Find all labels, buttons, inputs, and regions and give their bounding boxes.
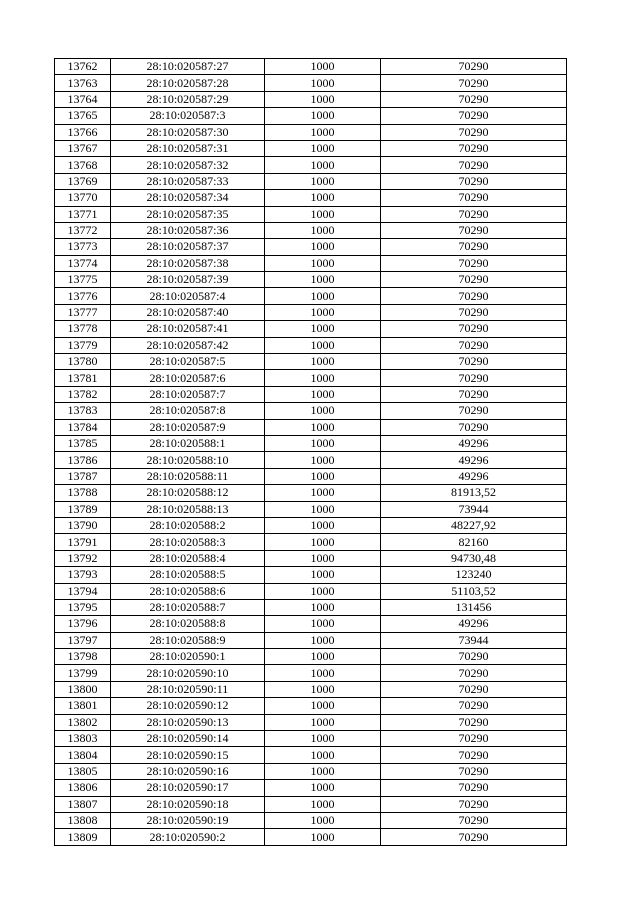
row-number-cell: 13764 xyxy=(55,91,111,107)
value-cell: 70290 xyxy=(381,714,567,730)
cadastral-number-cell: 28:10:020590:14 xyxy=(111,731,265,747)
row-number-cell: 13795 xyxy=(55,599,111,615)
cadastral-number-cell: 28:10:020587:4 xyxy=(111,288,265,304)
value-cell: 70290 xyxy=(381,681,567,697)
area-cell: 1000 xyxy=(265,304,381,320)
table-row xyxy=(55,190,567,206)
table-row xyxy=(55,517,567,533)
table-body xyxy=(55,59,567,846)
cadastral-number-cell: 28:10:020587:36 xyxy=(111,222,265,238)
table-row xyxy=(55,206,567,222)
cadastral-number-cell: 28:10:020587:3 xyxy=(111,108,265,124)
row-number-cell: 13780 xyxy=(55,354,111,370)
area-cell: 1000 xyxy=(265,337,381,353)
cadastral-number-cell: 28:10:020588:4 xyxy=(111,550,265,566)
area-cell: 1000 xyxy=(265,517,381,533)
table-row xyxy=(55,698,567,714)
table-row xyxy=(55,354,567,370)
area-cell: 1000 xyxy=(265,468,381,484)
table-row xyxy=(55,583,567,599)
table-row xyxy=(55,681,567,697)
row-number-cell: 13773 xyxy=(55,239,111,255)
row-number-cell: 13763 xyxy=(55,75,111,91)
cadastral-number-cell: 28:10:020588:5 xyxy=(111,567,265,583)
table-row xyxy=(55,255,567,271)
value-cell: 70290 xyxy=(381,157,567,173)
area-cell: 1000 xyxy=(265,206,381,222)
row-number-cell: 13772 xyxy=(55,222,111,238)
area-cell: 1000 xyxy=(265,829,381,845)
cadastral-number-cell: 28:10:020590:16 xyxy=(111,763,265,779)
row-number-cell: 13787 xyxy=(55,468,111,484)
value-cell: 70290 xyxy=(381,354,567,370)
value-cell: 70290 xyxy=(381,337,567,353)
row-number-cell: 13774 xyxy=(55,255,111,271)
area-cell: 1000 xyxy=(265,534,381,550)
area-cell: 1000 xyxy=(265,452,381,468)
value-cell: 70290 xyxy=(381,255,567,271)
area-cell: 1000 xyxy=(265,812,381,828)
row-number-cell: 13804 xyxy=(55,747,111,763)
table-row xyxy=(55,534,567,550)
area-cell: 1000 xyxy=(265,370,381,386)
row-number-cell: 13762 xyxy=(55,59,111,75)
row-number-cell: 13771 xyxy=(55,206,111,222)
area-cell: 1000 xyxy=(265,796,381,812)
value-cell: 51103,52 xyxy=(381,583,567,599)
table-row xyxy=(55,272,567,288)
area-cell: 1000 xyxy=(265,485,381,501)
value-cell: 123240 xyxy=(381,567,567,583)
value-cell: 70290 xyxy=(381,190,567,206)
value-cell: 94730,48 xyxy=(381,550,567,566)
area-cell: 1000 xyxy=(265,649,381,665)
table-row xyxy=(55,403,567,419)
table-row xyxy=(55,370,567,386)
row-number-cell: 13766 xyxy=(55,124,111,140)
row-number-cell: 13791 xyxy=(55,534,111,550)
value-cell: 70290 xyxy=(381,419,567,435)
area-cell: 1000 xyxy=(265,272,381,288)
cadastral-number-cell: 28:10:020588:2 xyxy=(111,517,265,533)
cadastral-number-cell: 28:10:020588:10 xyxy=(111,452,265,468)
value-cell: 70290 xyxy=(381,780,567,796)
row-number-cell: 13794 xyxy=(55,583,111,599)
row-number-cell: 13779 xyxy=(55,337,111,353)
cadastral-number-cell: 28:10:020587:41 xyxy=(111,321,265,337)
area-cell: 1000 xyxy=(265,419,381,435)
value-cell: 70290 xyxy=(381,304,567,320)
table-row xyxy=(55,567,567,583)
table-row xyxy=(55,140,567,156)
cadastral-number-cell: 28:10:020590:11 xyxy=(111,681,265,697)
table-row xyxy=(55,731,567,747)
area-cell: 1000 xyxy=(265,190,381,206)
table-row xyxy=(55,747,567,763)
cadastral-number-cell: 28:10:020587:40 xyxy=(111,304,265,320)
value-cell: 48227,92 xyxy=(381,517,567,533)
value-cell: 70290 xyxy=(381,91,567,107)
value-cell: 70290 xyxy=(381,370,567,386)
value-cell: 82160 xyxy=(381,534,567,550)
table-row xyxy=(55,75,567,91)
area-cell: 1000 xyxy=(265,239,381,255)
area-cell: 1000 xyxy=(265,140,381,156)
row-number-cell: 13792 xyxy=(55,550,111,566)
cadastral-number-cell: 28:10:020587:27 xyxy=(111,59,265,75)
value-cell: 70290 xyxy=(381,222,567,238)
area-cell: 1000 xyxy=(265,599,381,615)
table-row xyxy=(55,812,567,828)
value-cell: 49296 xyxy=(381,468,567,484)
value-cell: 70290 xyxy=(381,649,567,665)
row-number-cell: 13768 xyxy=(55,157,111,173)
table-row xyxy=(55,649,567,665)
area-cell: 1000 xyxy=(265,321,381,337)
cadastral-number-cell: 28:10:020587:30 xyxy=(111,124,265,140)
value-cell: 73944 xyxy=(381,632,567,648)
table-row xyxy=(55,288,567,304)
row-number-cell: 13770 xyxy=(55,190,111,206)
cadastral-number-cell: 28:10:020587:38 xyxy=(111,255,265,271)
cadastral-number-cell: 28:10:020588:13 xyxy=(111,501,265,517)
cadastral-number-cell: 28:10:020588:8 xyxy=(111,616,265,632)
value-cell: 70290 xyxy=(381,698,567,714)
value-cell: 73944 xyxy=(381,501,567,517)
row-number-cell: 13797 xyxy=(55,632,111,648)
value-cell: 81913,52 xyxy=(381,485,567,501)
row-number-cell: 13776 xyxy=(55,288,111,304)
table-row xyxy=(55,665,567,681)
row-number-cell: 13808 xyxy=(55,812,111,828)
row-number-cell: 13801 xyxy=(55,698,111,714)
cadastral-number-cell: 28:10:020590:1 xyxy=(111,649,265,665)
table-row xyxy=(55,173,567,189)
row-number-cell: 13786 xyxy=(55,452,111,468)
table-row xyxy=(55,337,567,353)
area-cell: 1000 xyxy=(265,173,381,189)
value-cell: 70290 xyxy=(381,75,567,91)
row-number-cell: 13767 xyxy=(55,140,111,156)
value-cell: 70290 xyxy=(381,747,567,763)
area-cell: 1000 xyxy=(265,288,381,304)
value-cell: 70290 xyxy=(381,239,567,255)
cadastral-number-cell: 28:10:020588:12 xyxy=(111,485,265,501)
table-row xyxy=(55,550,567,566)
row-number-cell: 13799 xyxy=(55,665,111,681)
table-row xyxy=(55,501,567,517)
row-number-cell: 13777 xyxy=(55,304,111,320)
value-cell: 70290 xyxy=(381,206,567,222)
area-cell: 1000 xyxy=(265,91,381,107)
area-cell: 1000 xyxy=(265,714,381,730)
table-row xyxy=(55,239,567,255)
area-cell: 1000 xyxy=(265,780,381,796)
row-number-cell: 13802 xyxy=(55,714,111,730)
row-number-cell: 13785 xyxy=(55,435,111,451)
cadastral-number-cell: 28:10:020587:32 xyxy=(111,157,265,173)
table-row xyxy=(55,780,567,796)
cadastral-number-cell: 28:10:020588:6 xyxy=(111,583,265,599)
row-number-cell: 13793 xyxy=(55,567,111,583)
area-cell: 1000 xyxy=(265,632,381,648)
value-cell: 70290 xyxy=(381,796,567,812)
cadastral-number-cell: 28:10:020590:19 xyxy=(111,812,265,828)
value-cell: 49296 xyxy=(381,435,567,451)
area-cell: 1000 xyxy=(265,583,381,599)
value-cell: 70290 xyxy=(381,386,567,402)
value-cell: 70290 xyxy=(381,403,567,419)
row-number-cell: 13782 xyxy=(55,386,111,402)
cadastral-number-cell: 28:10:020588:3 xyxy=(111,534,265,550)
area-cell: 1000 xyxy=(265,665,381,681)
row-number-cell: 13781 xyxy=(55,370,111,386)
row-number-cell: 13783 xyxy=(55,403,111,419)
row-number-cell: 13784 xyxy=(55,419,111,435)
area-cell: 1000 xyxy=(265,747,381,763)
cadastral-number-cell: 28:10:020587:29 xyxy=(111,91,265,107)
table-row xyxy=(55,304,567,320)
table-row xyxy=(55,419,567,435)
cadastral-number-cell: 28:10:020588:1 xyxy=(111,435,265,451)
area-cell: 1000 xyxy=(265,681,381,697)
row-number-cell: 13790 xyxy=(55,517,111,533)
row-number-cell: 13807 xyxy=(55,796,111,812)
cadastral-number-cell: 28:10:020587:42 xyxy=(111,337,265,353)
area-cell: 1000 xyxy=(265,731,381,747)
value-cell: 70290 xyxy=(381,763,567,779)
area-cell: 1000 xyxy=(265,75,381,91)
row-number-cell: 13778 xyxy=(55,321,111,337)
parcel-table xyxy=(54,58,567,846)
table-row xyxy=(55,157,567,173)
table-row xyxy=(55,59,567,75)
cadastral-number-cell: 28:10:020587:33 xyxy=(111,173,265,189)
table-row xyxy=(55,91,567,107)
area-cell: 1000 xyxy=(265,435,381,451)
value-cell: 70290 xyxy=(381,108,567,124)
table-row xyxy=(55,632,567,648)
area-cell: 1000 xyxy=(265,616,381,632)
cadastral-number-cell: 28:10:020590:2 xyxy=(111,829,265,845)
table-row xyxy=(55,829,567,845)
cadastral-number-cell: 28:10:020587:39 xyxy=(111,272,265,288)
value-cell: 70290 xyxy=(381,59,567,75)
cadastral-number-cell: 28:10:020587:6 xyxy=(111,370,265,386)
area-cell: 1000 xyxy=(265,386,381,402)
row-number-cell: 13809 xyxy=(55,829,111,845)
value-cell: 49296 xyxy=(381,616,567,632)
table-row xyxy=(55,124,567,140)
area-cell: 1000 xyxy=(265,255,381,271)
area-cell: 1000 xyxy=(265,501,381,517)
value-cell: 70290 xyxy=(381,731,567,747)
value-cell: 70290 xyxy=(381,829,567,845)
value-cell: 70290 xyxy=(381,812,567,828)
cadastral-number-cell: 28:10:020587:5 xyxy=(111,354,265,370)
area-cell: 1000 xyxy=(265,567,381,583)
cadastral-number-cell: 28:10:020590:13 xyxy=(111,714,265,730)
area-cell: 1000 xyxy=(265,403,381,419)
area-cell: 1000 xyxy=(265,354,381,370)
area-cell: 1000 xyxy=(265,157,381,173)
value-cell: 70290 xyxy=(381,140,567,156)
cadastral-number-cell: 28:10:020588:11 xyxy=(111,468,265,484)
cadastral-number-cell: 28:10:020588:9 xyxy=(111,632,265,648)
area-cell: 1000 xyxy=(265,59,381,75)
cadastral-number-cell: 28:10:020587:8 xyxy=(111,403,265,419)
row-number-cell: 13788 xyxy=(55,485,111,501)
table-row xyxy=(55,108,567,124)
table-row xyxy=(55,321,567,337)
value-cell: 70290 xyxy=(381,272,567,288)
area-cell: 1000 xyxy=(265,763,381,779)
table-row xyxy=(55,386,567,402)
cadastral-number-cell: 28:10:020587:31 xyxy=(111,140,265,156)
area-cell: 1000 xyxy=(265,222,381,238)
value-cell: 70290 xyxy=(381,288,567,304)
row-number-cell: 13805 xyxy=(55,763,111,779)
cadastral-number-cell: 28:10:020590:18 xyxy=(111,796,265,812)
row-number-cell: 13769 xyxy=(55,173,111,189)
cadastral-number-cell: 28:10:020590:17 xyxy=(111,780,265,796)
table-row xyxy=(55,435,567,451)
table-row xyxy=(55,763,567,779)
row-number-cell: 13765 xyxy=(55,108,111,124)
row-number-cell: 13775 xyxy=(55,272,111,288)
row-number-cell: 13789 xyxy=(55,501,111,517)
cadastral-number-cell: 28:10:020587:35 xyxy=(111,206,265,222)
cadastral-number-cell: 28:10:020587:7 xyxy=(111,386,265,402)
area-cell: 1000 xyxy=(265,698,381,714)
cadastral-number-cell: 28:10:020588:7 xyxy=(111,599,265,615)
cadastral-number-cell: 28:10:020590:10 xyxy=(111,665,265,681)
value-cell: 70290 xyxy=(381,173,567,189)
value-cell: 70290 xyxy=(381,665,567,681)
row-number-cell: 13803 xyxy=(55,731,111,747)
area-cell: 1000 xyxy=(265,124,381,140)
cadastral-number-cell: 28:10:020590:15 xyxy=(111,747,265,763)
table-row xyxy=(55,485,567,501)
table-row xyxy=(55,222,567,238)
table-row xyxy=(55,468,567,484)
row-number-cell: 13798 xyxy=(55,649,111,665)
value-cell: 49296 xyxy=(381,452,567,468)
table-row xyxy=(55,714,567,730)
cadastral-number-cell: 28:10:020587:37 xyxy=(111,239,265,255)
table-row xyxy=(55,616,567,632)
row-number-cell: 13806 xyxy=(55,780,111,796)
cadastral-number-cell: 28:10:020587:28 xyxy=(111,75,265,91)
cadastral-number-cell: 28:10:020587:34 xyxy=(111,190,265,206)
value-cell: 70290 xyxy=(381,124,567,140)
value-cell: 70290 xyxy=(381,321,567,337)
row-number-cell: 13800 xyxy=(55,681,111,697)
table-row xyxy=(55,796,567,812)
area-cell: 1000 xyxy=(265,108,381,124)
value-cell: 131456 xyxy=(381,599,567,615)
cadastral-number-cell: 28:10:020590:12 xyxy=(111,698,265,714)
table-row xyxy=(55,599,567,615)
area-cell: 1000 xyxy=(265,550,381,566)
cadastral-number-cell: 28:10:020587:9 xyxy=(111,419,265,435)
table-row xyxy=(55,452,567,468)
row-number-cell: 13796 xyxy=(55,616,111,632)
